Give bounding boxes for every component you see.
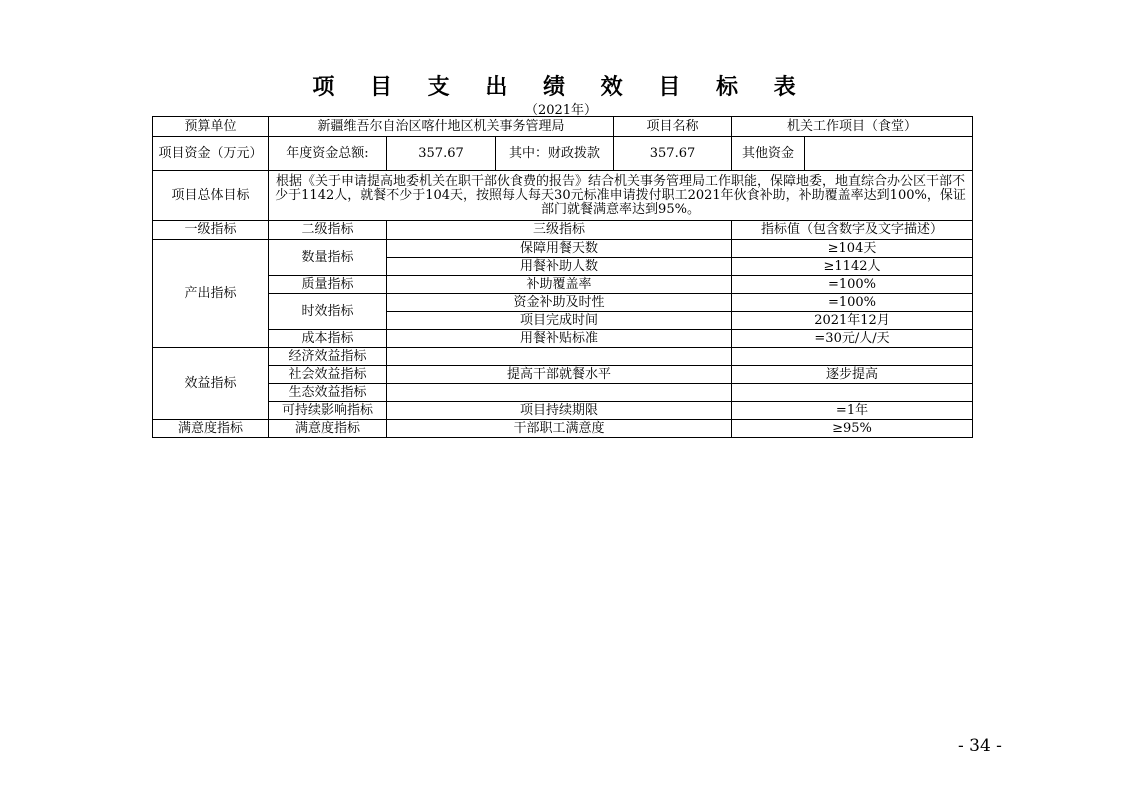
- level3-cell: 干部职工满意度: [387, 420, 732, 438]
- value-cell: 逐步提高: [732, 366, 973, 384]
- level3-cell: [387, 384, 732, 402]
- indicator-row: [153, 330, 973, 348]
- goal-text: 根据《关于申请提高地委机关在职干部伙食费的报告》结合机关事务管理局工作职能，保障地委，地直综合办公区干部不少于1142人，就餐不少于104天，按照每人每天30元标准申请拨付职工2021年伙食补助，补助覆盖率达到100%，保证部门就餐满意率达到95%。: [269, 171, 973, 221]
- column-header-row: [153, 221, 973, 240]
- value-cell: 2021年12月: [732, 312, 973, 330]
- level1-cell: 效益指标: [153, 348, 269, 420]
- other-funds-value: [805, 137, 973, 171]
- project-name-label: 项目名称: [614, 117, 732, 137]
- performance-table: [152, 116, 973, 438]
- indicator-row: [153, 276, 973, 294]
- level1-cell: 满意度指标: [153, 420, 269, 438]
- value-cell: ≥95%: [732, 420, 973, 438]
- level2-cell: 成本指标: [269, 330, 387, 348]
- level3-cell: [387, 348, 732, 366]
- level3-cell: 项目持续期限: [387, 402, 732, 420]
- indicator-row: [153, 348, 973, 366]
- unit-value: 新疆维吾尔自治区喀什地区机关事务管理局: [269, 117, 614, 137]
- level3-header: 三级指标: [387, 221, 732, 240]
- level2-cell: 满意度指标: [269, 420, 387, 438]
- level3-cell: 用餐补贴标准: [387, 330, 732, 348]
- value-cell: [732, 348, 973, 366]
- level2-cell: 可持续影响指标: [269, 402, 387, 420]
- fiscal-funds-value: 357.67: [614, 137, 732, 171]
- level1-header: 一级指标: [153, 221, 269, 240]
- header-row: [153, 117, 973, 137]
- level2-cell: 数量指标: [269, 240, 387, 276]
- indicator-row: [153, 384, 973, 402]
- level1-cell: 产出指标: [153, 240, 269, 348]
- year-subtitle: （2021年）: [524, 103, 598, 118]
- page-number: - 34 -: [958, 736, 1002, 756]
- level2-cell: 经济效益指标: [269, 348, 387, 366]
- level3-cell: 用餐补助人数: [387, 258, 732, 276]
- value-cell: [732, 384, 973, 402]
- goal-label: 项目总体目标: [153, 171, 269, 221]
- level3-cell: 补助覆盖率: [387, 276, 732, 294]
- indicator-row: [153, 420, 973, 438]
- level2-cell: 生态效益指标: [269, 384, 387, 402]
- total-funds-value: 357.67: [387, 137, 496, 171]
- value-header: 指标值（包含数字及文字描述）: [732, 221, 973, 240]
- value-cell: =100%: [732, 294, 973, 312]
- project-name-value: 机关工作项目（食堂）: [732, 117, 973, 137]
- level3-cell: 项目完成时间: [387, 312, 732, 330]
- level3-cell: 保障用餐天数: [387, 240, 732, 258]
- value-cell: =100%: [732, 276, 973, 294]
- indicator-row: [153, 402, 973, 420]
- funds-label: 项目资金（万元）: [153, 137, 269, 171]
- level2-cell: 社会效益指标: [269, 366, 387, 384]
- value-cell: ≥104天: [732, 240, 973, 258]
- unit-label: 预算单位: [153, 117, 269, 137]
- indicator-row: [153, 294, 973, 312]
- level2-header: 二级指标: [269, 221, 387, 240]
- level2-cell: 时效指标: [269, 294, 387, 330]
- fiscal-funds-label: 其中：财政拨款: [496, 137, 614, 171]
- indicator-row: [153, 240, 973, 258]
- page-title: 项 目 支 出 绩 效 目 标 表: [312, 75, 810, 100]
- total-funds-label: 年度资金总额:: [269, 137, 387, 171]
- other-funds-label: 其他资金: [732, 137, 805, 171]
- level2-cell: 质量指标: [269, 276, 387, 294]
- level3-cell: 提高干部就餐水平: [387, 366, 732, 384]
- indicator-row: [153, 366, 973, 384]
- value-cell: =1年: [732, 402, 973, 420]
- goal-row: [153, 171, 973, 221]
- value-cell: =30元/人/天: [732, 330, 973, 348]
- level3-cell: 资金补助及时性: [387, 294, 732, 312]
- value-cell: ≥1142人: [732, 258, 973, 276]
- funds-row: [153, 137, 973, 171]
